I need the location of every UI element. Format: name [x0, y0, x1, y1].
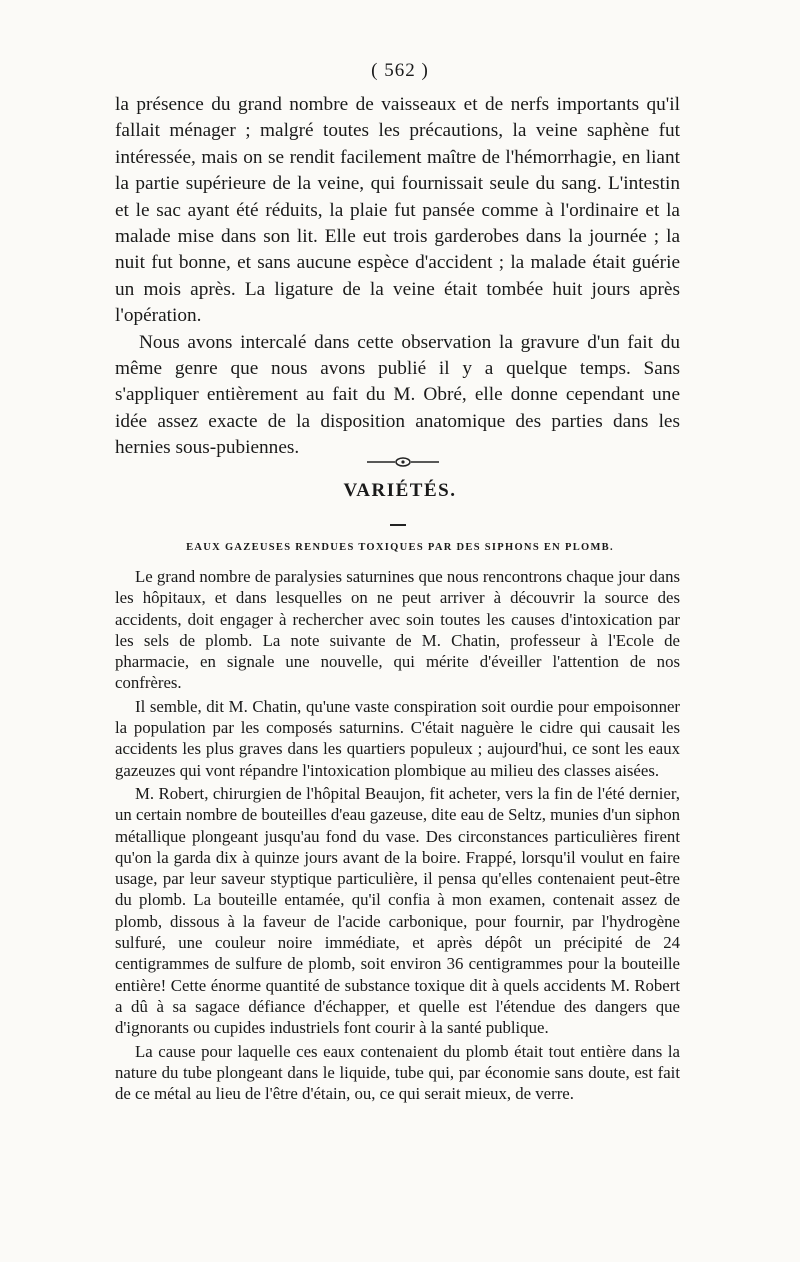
- section-title: VARIÉTÉS.: [343, 480, 457, 501]
- ornament-divider-icon: [365, 455, 441, 469]
- section-divider: [390, 524, 406, 526]
- article-paragraph: La cause pour laquelle ces eaux contenaient du plomb était tout entière dans la nature du tube plongeant dans le liquide, tube qui, par économie sans doute, est fait de ce métal au lieu de l'être d'étain, ou, ce qui serait mieux, de verre.: [115, 1041, 680, 1104]
- article-paragraph: M. Robert, chirurgien de l'hôpital Beaujon, fit acheter, vers la fin de l'été dernier, un certain nombre de bouteilles d'eau gazeuse, dite eau de Seltz, munies d'un siphon métallique plongeant jusqu'au fond du vase. Des circonstances particulières firent qu'on la garda dix à quinze jours avant de la boire. Frappé, lorsqu'il voulut en faire usage, par leur saveur styptique particulière, il pensa qu'elles contenaient peut-être du plomb. La bouteille entamée, qu'il confia à mon examen, contenait assez de plomb, dissous à la faveur de l'acide carbonique, pour fournir, par l'hydrogène sulfuré, une couleur noire immédiate, et après dépôt un précipité de 24 centigrammes de sulfure de plomb, soit environ 36 centigrammes pour la bouteille entière! Cette énorme quantité de substance toxique dit à quels accidents M. Robert a dû à sa sagace défiance d'échapper, et quelle est l'étendue des dangers que d'ignorants ou cupides industriels font courir à la santé publique.: [115, 783, 680, 1038]
- article-paragraph: Il semble, dit M. Chatin, qu'une vaste conspiration soit ourdie pour empoisonner la population par les composés saturnins. C'était naguère le cidre qui causait les accidents les plus graves dans les quartiers populeux ; aujourd'hui, ce sont les eaux gazeuzes qui vont répandre l'intoxication plombique au milieu des classes aisées.: [115, 696, 680, 780]
- article-paragraph: Le grand nombre de paralysies saturnines que nous rencontrons chaque jour dans les hôpitaux, et dans lesquelles on ne peut arriver à découvrir la source des accidents, doit engager à rechercher avec soin toutes les causes d'intoxication par les sels de plomb. La note suivante de M. Chatin, professeur à l'Ecole de pharmacie, en signale une nouvelle, qui mérite d'éveiller l'attention de nos confrères.: [115, 567, 680, 693]
- article-title: EAUX GAZEUSES RENDUES TOXIQUES PAR DES SIPHONS EN PLOMB.: [186, 542, 614, 553]
- intro-text: [115, 92, 680, 462]
- intro-paragraph: Nous avons intercalé dans cette observation la gravure d'un fait du même genre que nous avons publié il y a quelque temps. Sans s'appliquer entièrement au fait du M. Obré, elle donne cependant une idée assez exacte de la disposition anatomique des parties dans les hernies sous-pubiennes.: [115, 331, 680, 459]
- intro-paragraph: la présence du grand nombre de vaisseaux et de nerfs importants qu'il fallait ménager ; malgré toutes les précautions, la veine saphène fut intéressée, mais on se rendit facilement maître de l'hémorrhagie, en liant la partie supérieure de la veine, qui fournissait seule du sang. L'intestin et le sac ayant été réduits, la plaie fut pansée comme à l'ordinaire et la malade mise dans son lit. Elle eut trois garderobes dans la journée ; la nuit fut bonne, et sans aucune espèce d'accident ; la malade était guérie un mois après. La ligature de la veine était tombée huit jours après l'opération.: [115, 94, 680, 327]
- article-text: [115, 566, 680, 1104]
- page-number: ( 562 ): [371, 60, 429, 81]
